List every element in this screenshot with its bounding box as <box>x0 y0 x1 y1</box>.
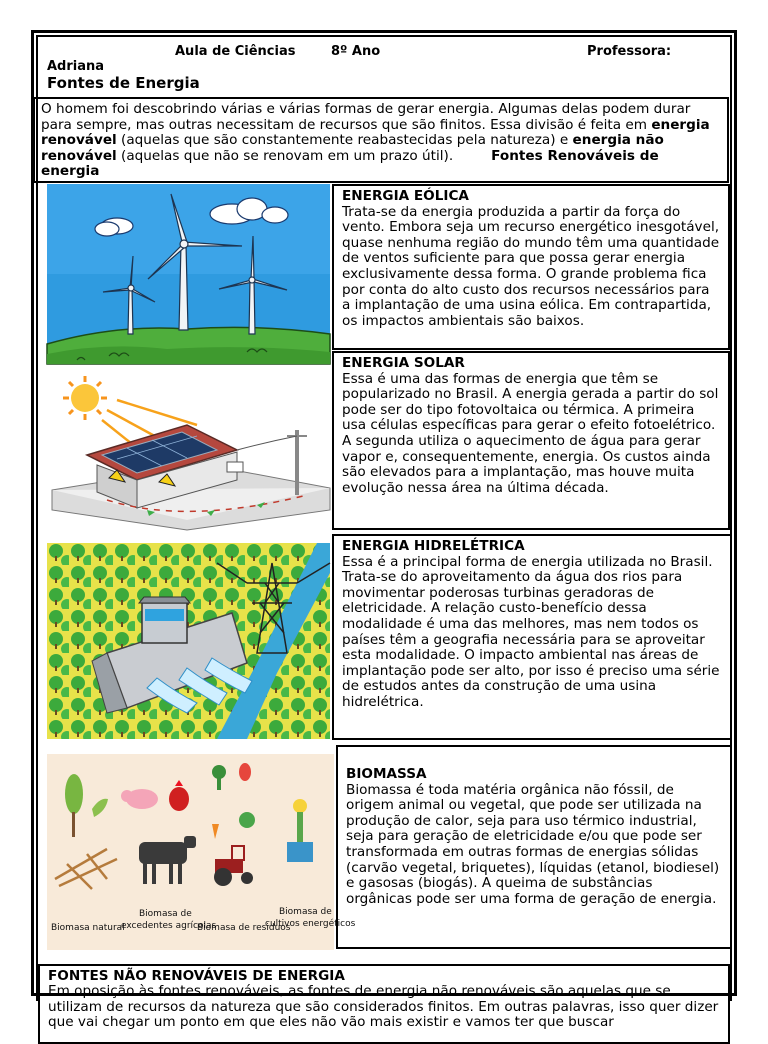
wind-energy-box <box>332 184 730 350</box>
intro-text-1: O homem foi descobrindo várias e várias formas de gerar energia. Algumas delas podem durar para sempre, mas outras necessitam de recursos que são finitos. Essa divisão é feita em <box>41 101 691 133</box>
renewable-heading: Fontes Renováveis de energia <box>41 147 659 179</box>
non-renewable-title: FONTES NÃO RENOVÁVEIS DE ENERGIA <box>48 968 345 984</box>
page-title: Fontes de Energia <box>47 74 200 92</box>
intro-text-2: (aquelas que são constantemente reabastecidas pela natureza) e <box>116 132 573 148</box>
hydro-energy-title: ENERGIA HIDRELÉTRICA <box>342 538 525 554</box>
teacher-name: Adriana <box>47 59 105 74</box>
intro-bold-renewable: energia renovável <box>41 116 710 148</box>
intro-bold-non-renewable: energia não renovável <box>41 132 664 164</box>
biomass-label-agricultural: Biomasa de excedentes agrícolas <box>121 909 217 931</box>
solar-energy-box <box>332 351 730 530</box>
biomass-title: BIOMASSA <box>346 766 427 782</box>
biomass-label-natural: Biomasa natural <box>51 923 125 933</box>
teacher-label: Professora: <box>587 44 672 59</box>
worksheet-header <box>36 35 732 97</box>
biomass-box <box>336 745 732 949</box>
biomass-text: Biomassa é toda matéria orgânica não fóssil, de origem animal ou vegetal, que pode ser utilizada na produção de calor, seja para uso térmico industrial, seja para geração de eletricidade e/ou que pode ser transformada em outras formas de energias sólidas (carvão vegetal, briquetes), líquidas (etanol, biodiesel) e gasosas (biogás). A queima de substâncias orgânicas pode ser uma forma de geração de energia. <box>346 781 720 907</box>
biomass-illustration <box>47 754 356 950</box>
intro-text-3: (aquelas que não se renovam em um prazo útil). <box>116 147 454 164</box>
wind-energy-illustration <box>47 184 330 364</box>
solar-energy-text: Essa é uma das formas de energia que têm se popularizado no Brasil. A energia gerada a partir do sol pode ser do tipo fotovoltaica ou térmica. A primeira usa células específicas para gerar o efeito fotoelétrico. A segunda utiliza o aquecimento de água para gerar vapor e, consequentemente, energia. Os custos ainda são elevados para a implantação, mas houve muita evolução nessa área na última década. <box>342 370 719 496</box>
subject-label: Aula de Ciências <box>175 44 296 59</box>
hydro-energy-illustration <box>47 543 330 739</box>
solar-energy-illustration <box>47 370 330 530</box>
solar-energy-title: ENERGIA SOLAR <box>342 355 465 371</box>
intro-paragraph <box>33 97 729 183</box>
non-renewable-box <box>38 964 730 1044</box>
wind-energy-text: Trata-se da energia produzida a partir da força do vento. Embora seja um recurso energético inesgotável, quase nenhuma região do mundo têm uma quantidade de ventos suficiente para que possa gerar energia exclusivamente dessa forma. O grande problema fica por conta do alto custo dos recursos necessários para a implantação de uma usina eólica. Em contrapartida, os impactos ambientais são baixos. <box>342 203 720 329</box>
biomass-label-energy-crops: Biomasa de cultivos energéticos <box>265 907 356 929</box>
hydro-energy-box <box>332 534 732 740</box>
hydro-energy-text: Essa é a principal forma de energia utilizada no Brasil. Trata-se do aproveitamento da água dos rios para movimentar poderosas turbinas geradoras de eletricidade. A relação custo-benefício dessa modalidade é uma das melhores, mas nem todos os países têm a geografia necessária para se aproveitar esta modalidade. O impacto ambiental nas áreas de implantação pode ser alto, por isso é preciso uma série de estudos antes da construção de uma usina hidrelétrica. <box>342 553 720 710</box>
wind-energy-title: ENERGIA EÓLICA <box>342 188 469 204</box>
non-renewable-text: Em oposição às fontes renováveis, as fontes de energia não renováveis são aquelas que se utilizam de recursos da natureza que são considerados finitos. Em outras palavras, isso quer dizer que vai chegar um ponto em que eles não vão mais existir e vamos ter que buscar <box>48 983 719 1031</box>
biomass-label-residues: Biomasa de residuos <box>197 923 291 933</box>
grade-label: 8º Ano <box>331 44 381 59</box>
